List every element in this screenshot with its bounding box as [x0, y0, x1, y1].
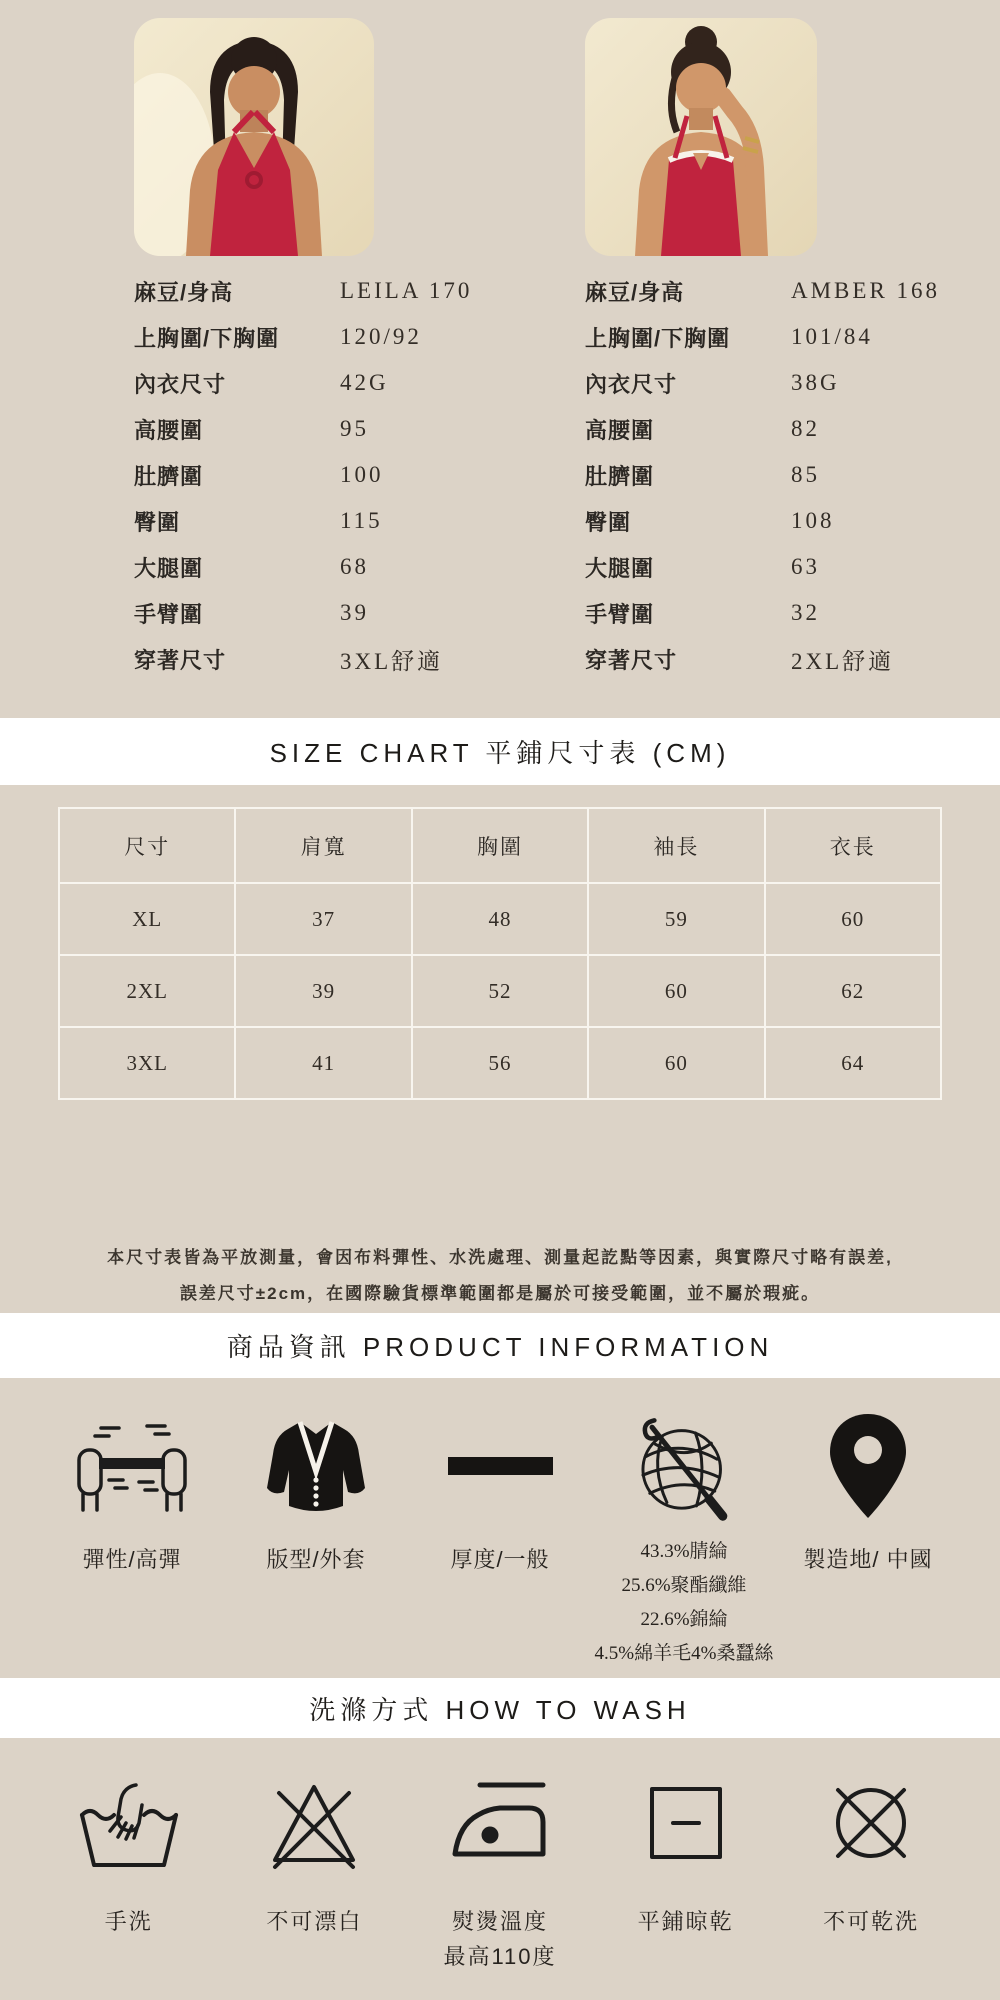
info-label: 厚度/一般 — [450, 1547, 550, 1572]
product-info-title: 商品資訊 PRODUCT INFORMATION — [226, 1332, 774, 1362]
info-item-origin — [776, 1398, 960, 1678]
wash-item-no-dry-clean — [778, 1772, 964, 2000]
spec-value: 63 — [791, 554, 820, 579]
spec-label: 麻豆/身高 — [585, 279, 685, 305]
spec-row — [134, 452, 480, 498]
spec-row — [134, 636, 480, 682]
size-table-header-row — [59, 808, 941, 883]
spec-label: 大腿圍 — [134, 555, 204, 581]
info-label: 彈性/高彈 — [82, 1547, 182, 1572]
info-item-composition — [592, 1398, 776, 1678]
spec-row — [134, 406, 480, 452]
spec-row — [134, 544, 480, 590]
size-cell: 60 — [588, 955, 764, 1027]
spec-list-amber — [585, 268, 945, 682]
spec-label: 肚臍圍 — [585, 463, 655, 489]
spec-label: 大腿圍 — [585, 555, 655, 581]
spec-value: AMBER 168 — [791, 278, 941, 303]
size-col-header: 肩寬 — [235, 808, 411, 883]
size-col-header: 袖長 — [588, 808, 764, 883]
spec-label: 肚臍圍 — [134, 463, 204, 489]
size-table-row — [59, 955, 941, 1027]
spec-row — [585, 498, 945, 544]
measurement-disclaimer — [0, 1240, 1000, 1312]
composition-line: 25.6%聚酯纖維 — [621, 1575, 747, 1596]
spec-row — [585, 360, 945, 406]
size-cell: 39 — [235, 955, 411, 1027]
spec-row — [134, 590, 480, 636]
spec-label: 高腰圍 — [134, 417, 204, 443]
size-cell: 56 — [412, 1027, 588, 1099]
spec-value: 115 — [340, 508, 383, 533]
yarn-icon — [627, 1398, 741, 1533]
model-leila-illustration — [134, 18, 374, 256]
spec-row — [134, 498, 480, 544]
spec-value: 68 — [340, 554, 369, 579]
size-col-header: 尺寸 — [59, 808, 235, 883]
size-chart-band — [0, 718, 1000, 785]
wash-item-flat-dry — [593, 1772, 779, 2000]
model-amber-illustration — [585, 18, 817, 256]
spec-value: 101/84 — [791, 324, 873, 349]
size-chart-section — [0, 785, 1000, 1313]
wash-title: 洗滌方式 HOW TO WASH — [309, 1694, 691, 1725]
hand-wash-icon — [74, 1772, 184, 1874]
composition-line: 4.5%綿羊毛4%桑蠶絲 — [594, 1643, 774, 1664]
spec-value: 100 — [340, 462, 384, 487]
spec-value: 85 — [791, 462, 820, 487]
spec-row — [134, 268, 480, 314]
flat-dry-icon — [636, 1772, 736, 1874]
spec-label: 穿著尺寸 — [134, 647, 227, 673]
spec-value: 32 — [791, 600, 820, 625]
spec-value: 82 — [791, 416, 820, 441]
size-cell: 64 — [765, 1027, 941, 1099]
spec-row — [585, 452, 945, 498]
spec-value: 120/92 — [340, 324, 422, 349]
spec-list-leila — [134, 268, 480, 682]
model-photo-amber — [585, 18, 817, 256]
spec-label: 臀圍 — [585, 509, 632, 535]
info-item-thickness — [408, 1398, 592, 1678]
wash-label: 手洗 — [104, 1909, 153, 1934]
wash-item-no-bleach — [222, 1772, 408, 2000]
size-cell: XL — [59, 883, 235, 955]
size-chart-title: SIZE CHART 平鋪尺寸表 (CM) — [269, 738, 731, 768]
spec-row — [585, 406, 945, 452]
wash-label — [443, 1904, 556, 1974]
info-label: 製造地/ 中國 — [803, 1547, 933, 1572]
spec-row — [585, 636, 945, 682]
spec-label: 上胸圍/下胸圍 — [585, 325, 731, 351]
spec-label: 手臂圍 — [585, 601, 655, 627]
size-cell: 48 — [412, 883, 588, 955]
size-cell: 59 — [588, 883, 764, 955]
spec-row — [585, 590, 945, 636]
spec-row — [134, 314, 480, 360]
disclaimer-line-1: 本尺寸表皆為平放測量，會因布料彈性、水洗處理、測量起訖點等因素，與實際尺寸略有誤差, — [107, 1248, 893, 1267]
stretch-icon — [71, 1398, 193, 1533]
spec-row — [134, 360, 480, 406]
size-col-header: 胸圍 — [412, 808, 588, 883]
wash-section — [0, 1738, 1000, 2000]
no-bleach-icon — [264, 1772, 364, 1874]
size-cell: 37 — [235, 883, 411, 955]
info-label: 版型/外套 — [266, 1547, 366, 1572]
location-pin-icon — [826, 1398, 910, 1533]
cardigan-icon — [260, 1398, 372, 1533]
size-chart-table — [58, 807, 942, 1100]
composition-line: 43.3%腈綸 — [640, 1541, 728, 1562]
size-cell: 41 — [235, 1027, 411, 1099]
size-table-row — [59, 1027, 941, 1099]
product-info-section — [0, 1378, 1000, 1678]
wash-item-iron — [407, 1772, 593, 2000]
thickness-icon — [448, 1398, 553, 1533]
wash-label: 不可乾洗 — [823, 1909, 920, 1934]
iron-icon — [450, 1772, 550, 1874]
spec-row — [585, 544, 945, 590]
spec-value: 95 — [340, 416, 369, 441]
product-info-band — [0, 1313, 1000, 1378]
size-cell: 60 — [588, 1027, 764, 1099]
wash-label: 不可漂白 — [266, 1909, 363, 1934]
wash-label: 平鋪晾乾 — [637, 1909, 734, 1934]
spec-label: 穿著尺寸 — [585, 647, 678, 673]
size-col-header: 衣長 — [765, 808, 941, 883]
size-cell: 2XL — [59, 955, 235, 1027]
size-table-row — [59, 883, 941, 955]
spec-label: 臀圍 — [134, 509, 181, 535]
info-item-fit — [224, 1398, 408, 1678]
disclaimer-line-2: 誤差尺寸±2cm，在國際驗貨標準範圍都是屬於可接受範圍，並不屬於瑕疵。 — [179, 1284, 821, 1303]
size-cell: 60 — [765, 883, 941, 955]
spec-row — [585, 314, 945, 360]
no-dry-clean-icon — [821, 1772, 921, 1874]
size-cell: 62 — [765, 955, 941, 1027]
composition-line: 22.6%錦綸 — [640, 1609, 728, 1630]
spec-label: 上胸圍/下胸圍 — [134, 325, 280, 351]
size-cell: 3XL — [59, 1027, 235, 1099]
info-item-stretch — [40, 1398, 224, 1678]
spec-value: 42G — [340, 370, 389, 395]
wash-band — [0, 1678, 1000, 1738]
spec-value: 38G — [791, 370, 840, 395]
spec-row — [585, 268, 945, 314]
wash-label-line-1: 熨燙溫度 — [451, 1909, 548, 1934]
model-column-leila — [134, 18, 480, 718]
spec-label: 麻豆/身高 — [134, 279, 234, 305]
spec-value: 2XL舒適 — [791, 648, 895, 674]
spec-label: 內衣尺寸 — [585, 371, 678, 397]
spec-label: 內衣尺寸 — [134, 371, 227, 397]
spec-value: 39 — [340, 600, 369, 625]
spec-value: LEILA 170 — [340, 278, 473, 303]
size-cell: 52 — [412, 955, 588, 1027]
wash-label-line-2: 最高110度 — [443, 1944, 557, 1969]
spec-value: 3XL舒適 — [340, 648, 444, 674]
model-measurements-section — [0, 0, 1000, 718]
model-photo-leila — [134, 18, 374, 256]
spec-value: 108 — [791, 508, 835, 533]
fabric-composition — [595, 1535, 774, 1671]
wash-item-hand-wash — [36, 1772, 222, 2000]
model-column-amber — [585, 18, 945, 718]
spec-label: 高腰圍 — [585, 417, 655, 443]
spec-label: 手臂圍 — [134, 601, 204, 627]
